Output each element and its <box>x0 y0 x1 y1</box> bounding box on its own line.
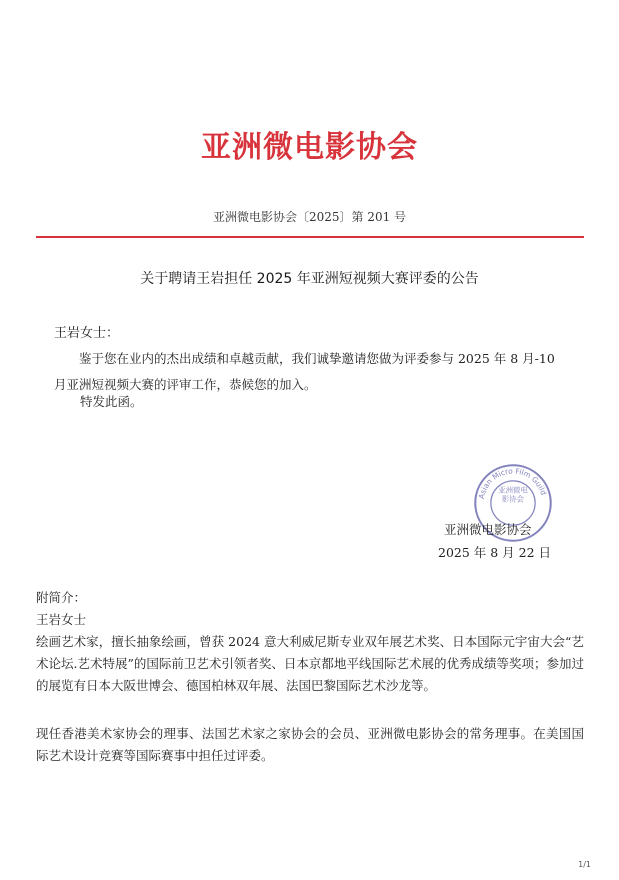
page-indicator: 1/1 <box>578 860 591 869</box>
document-number: 亚洲微电影协会〔2025〕第 201 号 <box>212 210 407 224</box>
seal-center-text: 亚洲微电影协会 <box>498 486 528 504</box>
signature-organization: 亚洲微电影协会 <box>444 522 532 537</box>
signature-date: 2025 年 8 月 22 日 <box>438 545 552 560</box>
appendix-label: 附简介： <box>36 590 87 605</box>
notice-title: 关于聘请王岩担任 2025 年亚洲短视频大赛评委的公告 <box>140 271 479 287</box>
closing-line: 特发此函。 <box>80 394 143 409</box>
appendix-name: 王岩女士 <box>36 612 87 627</box>
salutation: 王岩女士： <box>54 326 120 341</box>
appendix-paragraph-1: 绘画艺术家，擅长抽象绘画，曾获 2024 意大利威尼斯专业双年展艺术奖、日本国际元宇宙大会“艺术论坛.艺术特展”的国际前卫艺术引领者奖、日本京都地平线国际艺术展的优秀成绩等奖项；参加过的展览有日本大阪世博会、德国柏林双年展、法国巴黎国际艺术沙龙等。 <box>36 634 584 693</box>
organization-title: 亚洲微电影协会 <box>201 130 418 165</box>
notice-body: 鉴于您在业内的杰出成绩和卓越贡献，我们诚挚邀请您做为评委参与 2025 年 8 月-10 月亚洲短视频大赛的评审工作，恭候您的加入。 <box>54 351 555 392</box>
seal-ring-text: Asian Micro Film Guild <box>476 466 549 500</box>
appendix-paragraph-2: 现任香港美术家协会的理事、法国艺术家之家协会的会员、亚洲微电影协会的常务理事。在美国国际艺术设计竞赛等国际赛事中担任过评委。 <box>36 726 584 763</box>
red-divider <box>36 236 584 238</box>
